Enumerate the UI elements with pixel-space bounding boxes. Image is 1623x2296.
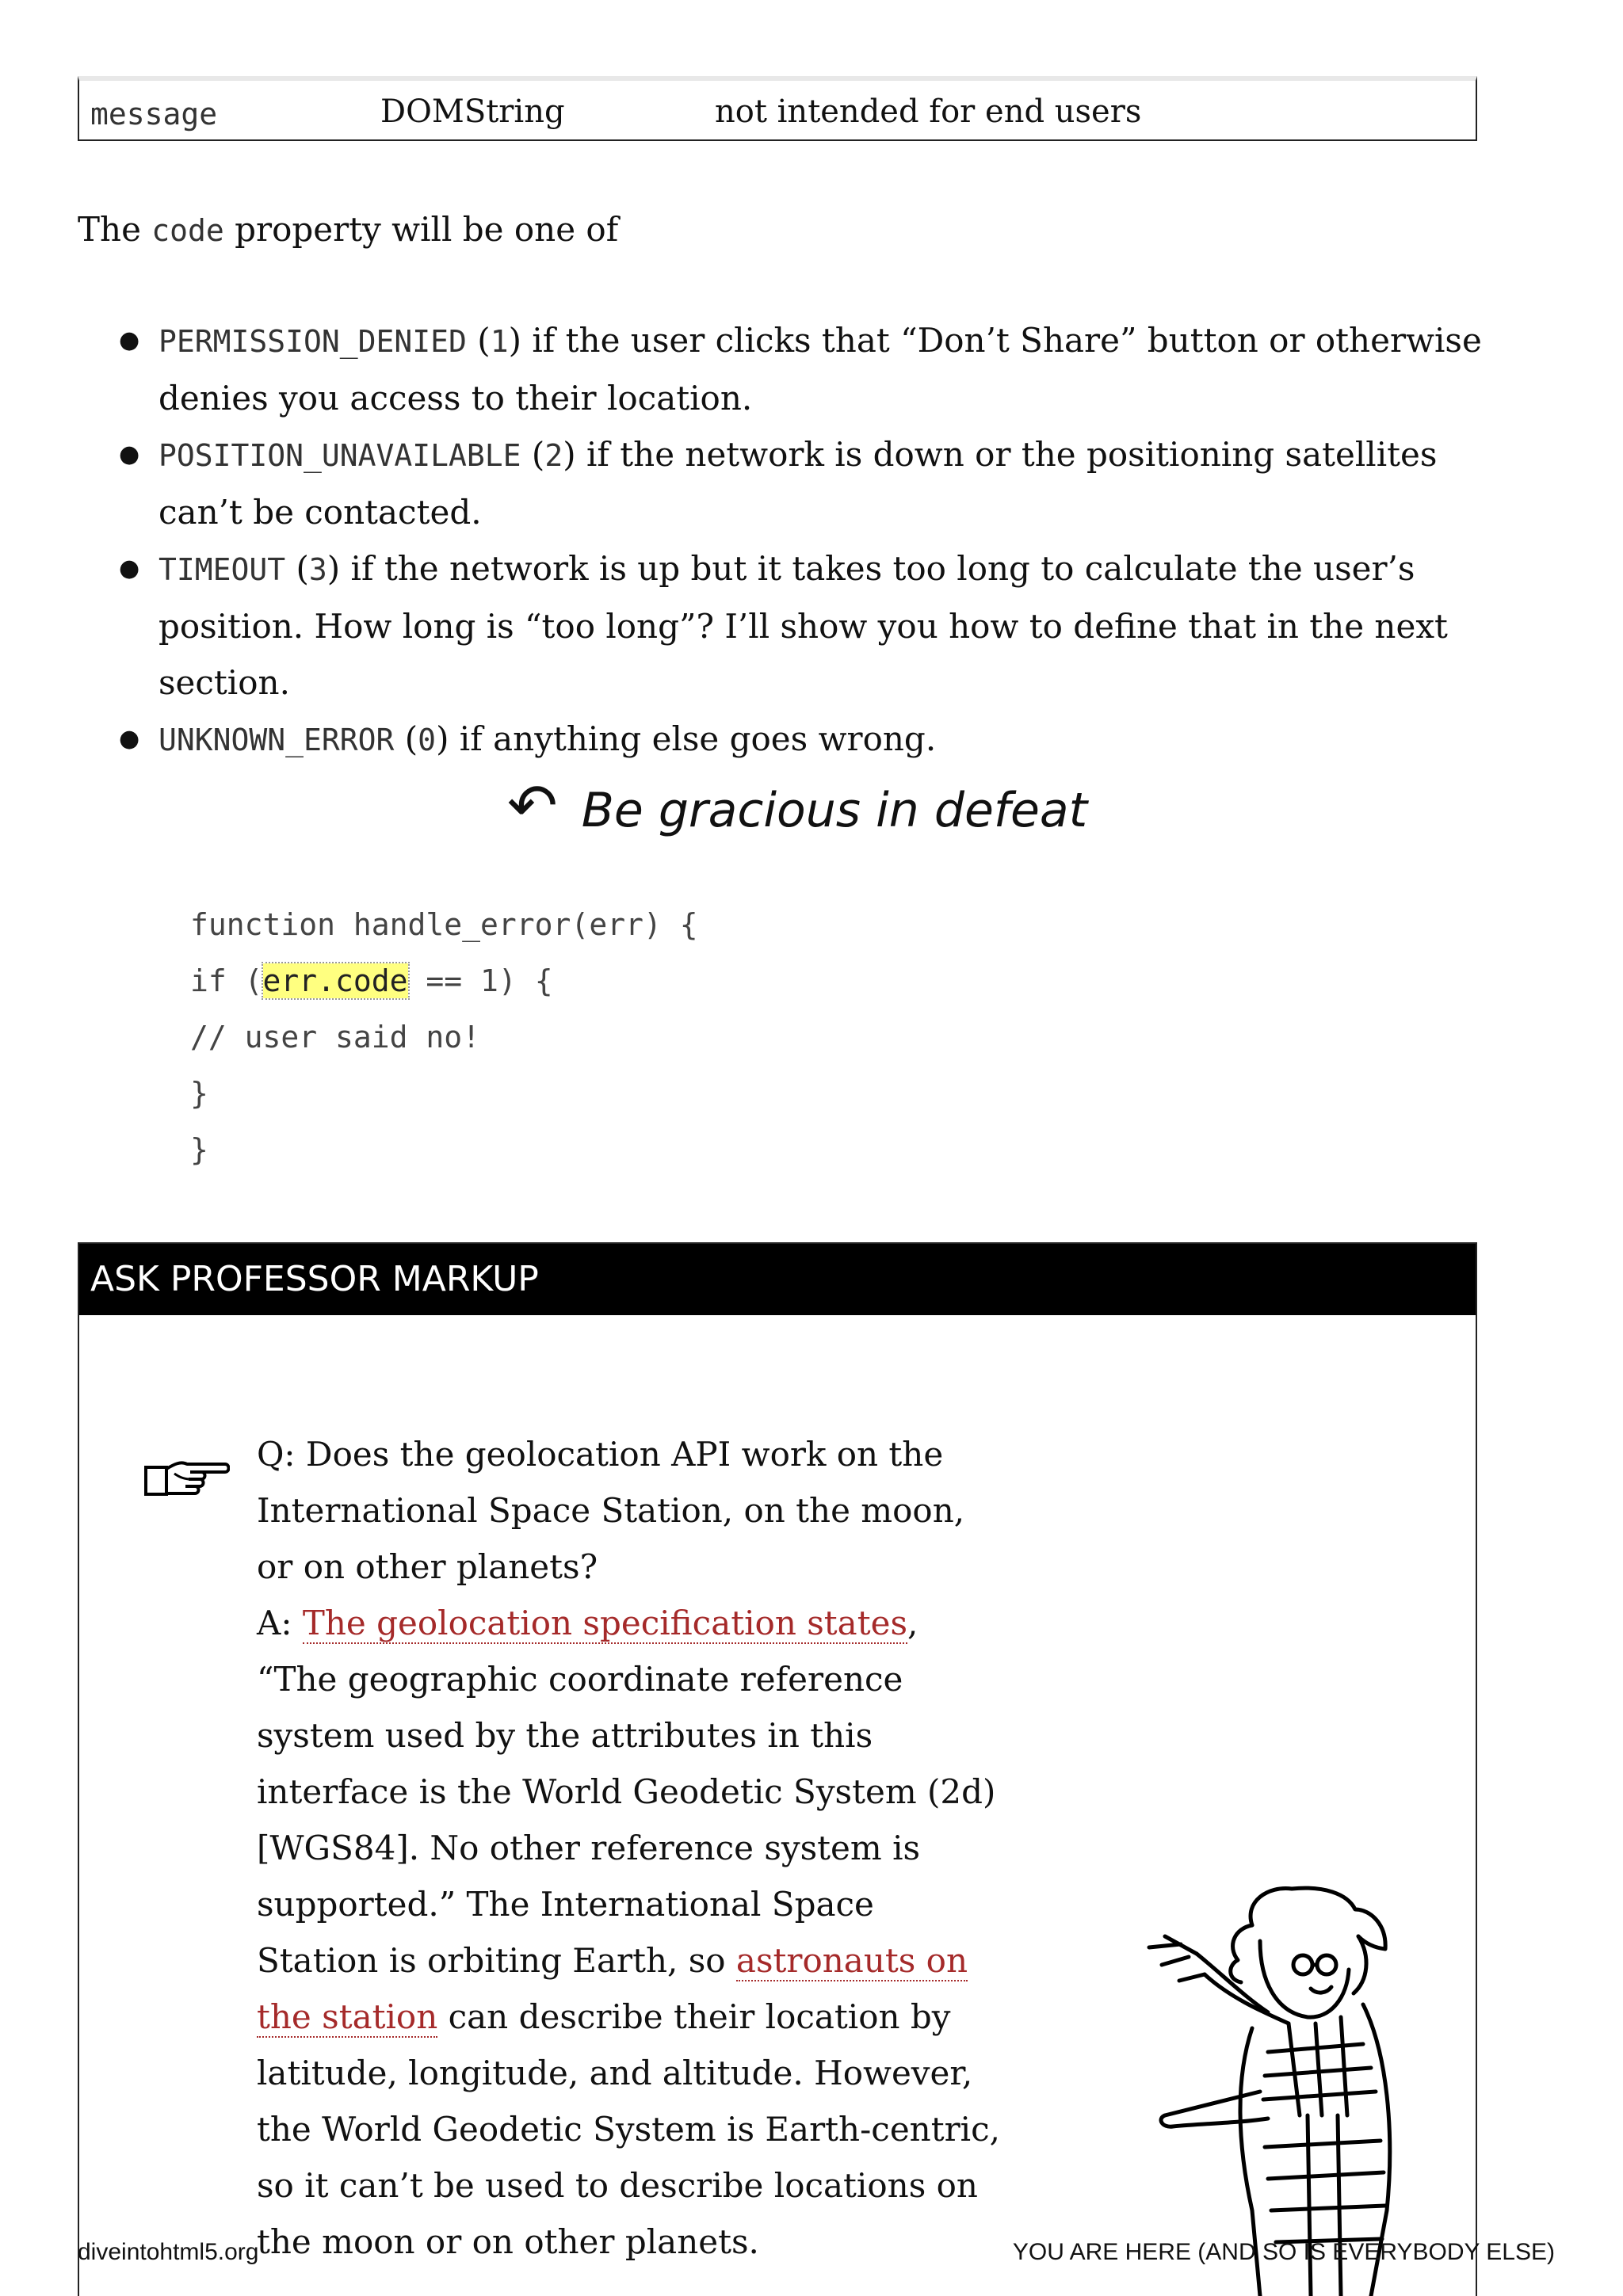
intro-text: The <box>78 210 152 249</box>
intro-text-after: property will be one of <box>223 210 619 249</box>
answer-text-end: can describe their location by latitude, longitude, and altitude. However, the World Geodetic System is Earth-centric, so it can’t be used to describe locations on the moon or on other planets. <box>257 1997 1000 2261</box>
list-item <box>119 312 1482 426</box>
code-line: function handle_error(err) { <box>190 907 698 942</box>
ask-professor-title: ASK PROFESSOR MARKUP <box>79 1244 1476 1315</box>
heading-text: Be gracious in defeat <box>581 783 1088 838</box>
error-number: 2 <box>544 438 563 473</box>
astronauts-link[interactable]: astronauts on the station <box>257 1941 968 2036</box>
footer-chapter-title: YOU ARE HERE (AND SO IS EVERYBODY ELSE) <box>1012 2239 1555 2265</box>
error-constant: UNKNOWN_ERROR <box>158 723 395 757</box>
error-number: 3 <box>308 552 327 587</box>
answer-text: , “The geographic coordinate reference system used by the attributes in this interface is the World Geodetic System (2d) [WGS84]. No other reference system is supported.” The International Space Station is orbiting Earth, so <box>257 1604 996 1980</box>
list-item <box>119 711 1482 769</box>
property-type: DOMString <box>380 93 565 130</box>
property-name: message <box>90 97 218 132</box>
paren: ( <box>521 435 545 474</box>
answer <box>257 1595 1002 2270</box>
paren: ( <box>394 719 418 758</box>
code-comment: // user said no! <box>190 1020 481 1055</box>
question: Q: Does the geolocation API work on the International Space Station, on the moon, or on other planets? <box>257 1435 965 1586</box>
error-constant: TIMEOUT <box>158 552 286 587</box>
highlighted-code: err.code <box>262 963 408 998</box>
list-item <box>119 540 1482 711</box>
error-description: ) if the network is up but it takes too long to calculate the user’s position. How long is “too long”? I’ll show you how to define that in the next section. <box>158 549 1448 702</box>
geolocation-spec-link[interactable]: The geolocation specification states <box>302 1604 908 1642</box>
error-code-list <box>119 312 1482 769</box>
section-heading <box>507 770 1087 841</box>
error-number: 0 <box>418 723 437 757</box>
error-constant: PERMISSION_DENIED <box>158 324 467 359</box>
code-line: } <box>190 1132 208 1167</box>
error-description: ) if the user clicks that “Don’t Share” button or otherwise denies you access to their location. <box>158 321 1482 418</box>
code-block <box>190 897 698 1178</box>
paren: ( <box>466 321 491 360</box>
code-line: if ( <box>190 963 263 998</box>
footer-site: diveintohtml5.org <box>78 2239 259 2265</box>
error-description: ) if the network is down or the positioning satellites can’t be contacted. <box>158 435 1438 532</box>
intro-paragraph <box>78 201 618 259</box>
answer-prefix: A: <box>257 1604 303 1642</box>
error-number: 1 <box>490 324 509 359</box>
list-item <box>119 426 1482 540</box>
property-table-row <box>78 76 1477 141</box>
paren: ( <box>285 549 309 588</box>
error-constant: POSITION_UNAVAILABLE <box>158 438 521 473</box>
error-description: ) if anything else goes wrong. <box>436 719 937 758</box>
professor-illustration <box>1133 1878 1474 2296</box>
code-line: == 1) { <box>407 963 553 998</box>
qa-text <box>257 1426 1002 2270</box>
back-arrow-icon[interactable]: ↶ <box>507 770 558 841</box>
intro-code: code <box>151 213 224 248</box>
code-line: } <box>190 1076 208 1111</box>
property-description: not intended for end users <box>715 93 1142 130</box>
pointing-hand-icon <box>143 1450 230 1505</box>
